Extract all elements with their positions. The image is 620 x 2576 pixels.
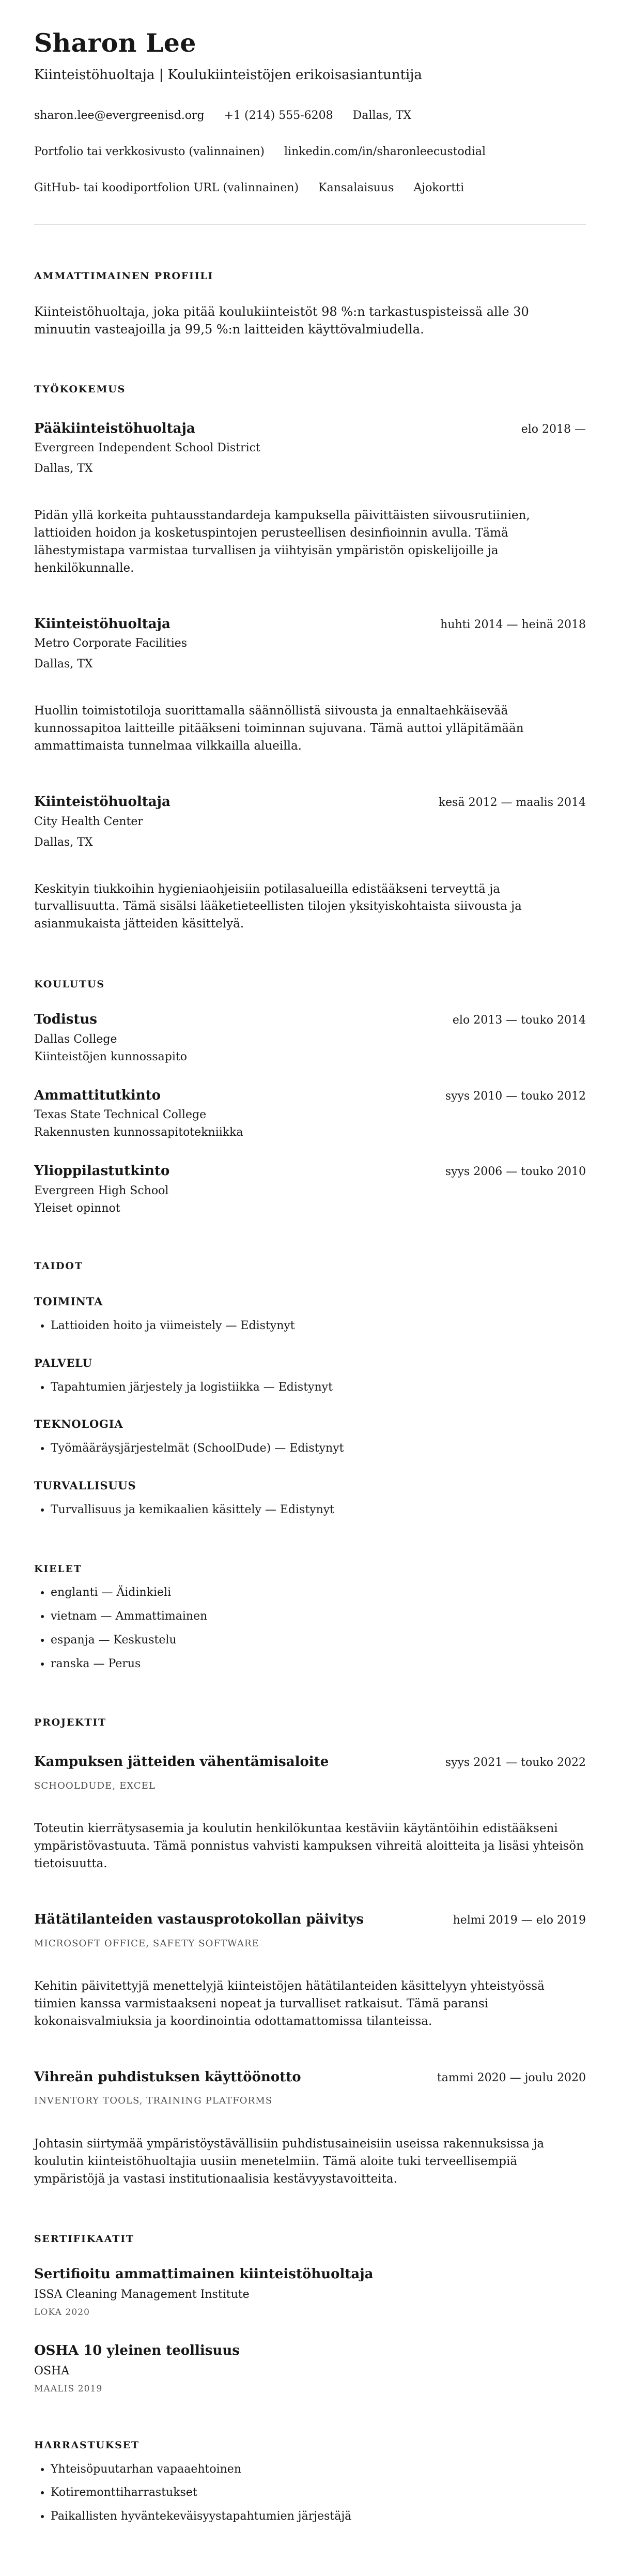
project-title: Kampuksen jätteiden vähentämisaloite (34, 1754, 329, 1770)
skill-category-name: TEKNOLOGIA (34, 1417, 123, 1431)
email-text: sharon.lee@evergreenisd.org (34, 109, 205, 122)
experience-entry-head (34, 794, 586, 811)
job-company: Metro Corporate Facilities (34, 637, 188, 650)
degree-title: Ylioppilastutkinto (34, 1163, 170, 1179)
degree-dates: elo 2013 — touko 2014 (452, 1013, 586, 1027)
degree-dates: syys 2006 — touko 2010 (445, 1165, 586, 1179)
degree-dates: syys 2010 — touko 2012 (445, 1089, 586, 1103)
job-description: Huollin toimistotiloja suorittamalla säännöllistä siivousta ja ennaltaehkäisevää kunnossapitoa laitteille pitääkseni toiminnan sujuvana. Tämä auttoi ylläpitämään ammattimaista tunnelmaa vilkkailla alueilla. (34, 704, 524, 753)
hobby-item: • Paikallisten hyväntekeväisyystapahtumien järjestäjä (51, 2509, 586, 2524)
experience-entry-head (34, 420, 586, 438)
skill-category (34, 1417, 586, 1456)
job-title: Kiinteistöhuoltaja (34, 794, 171, 810)
linkedin-text: linkedin.com/in/sharonleecustodial (284, 145, 486, 159)
project-tech-stack: INVENTORY TOOLS, TRAINING PLATFORMS (34, 2095, 273, 2107)
citizenship-text: Kansalaisuus (318, 181, 394, 195)
header-divider (34, 224, 586, 225)
language-item: • ranska — Perus (51, 1656, 586, 1672)
job-location: Dallas, TX (34, 835, 93, 849)
section-skills (34, 1260, 586, 1518)
project-entry (34, 2069, 586, 2188)
phone-text: +1 (214) 555-6208 (224, 109, 333, 122)
language-item: • vietnam — Ammattimainen (51, 1609, 586, 1624)
job-dates: kesä 2012 — maalis 2014 (438, 796, 586, 809)
section-hobbies (34, 2440, 586, 2524)
certification-entry (34, 2266, 586, 2318)
project-dates: tammi 2020 — joulu 2020 (437, 2071, 586, 2084)
school-name: Dallas College (34, 1032, 117, 1046)
skill-list (34, 1318, 586, 1334)
project-dates: helmi 2019 — elo 2019 (453, 1913, 586, 1927)
certification-title: OSHA 10 yleinen teollisuus (34, 2342, 240, 2358)
education-entry-head (34, 1163, 586, 1180)
field-of-study: Rakennusten kunnossapitotekniikka (34, 1126, 243, 1139)
certification-date: LOKA 2020 (34, 2307, 90, 2318)
skill-category (34, 1479, 586, 1518)
hobby-item: • Kotiremonttiharrastukset (51, 2485, 586, 2501)
education-entry (34, 1087, 586, 1139)
school-name: Evergreen High School (34, 1184, 169, 1198)
job-dates: elo 2018 — (521, 422, 586, 436)
section-heading-education: KOULUTUS (34, 978, 105, 990)
project-tech-stack: SCHOOLDUDE, EXCEL (34, 1780, 156, 1791)
job-company: Evergreen Independent School District (34, 441, 260, 455)
contact-row-tertiary (34, 181, 586, 195)
education-entry-head (34, 1087, 586, 1105)
certification-title: Sertifioitu ammattimainen kiinteistöhuoltaja (34, 2266, 374, 2282)
certification-issuer: ISSA Cleaning Management Institute (34, 2288, 250, 2301)
certification-issuer: OSHA (34, 2364, 70, 2377)
education-entry (34, 1163, 586, 1215)
project-description: Johtasin siirtymää ympäristöystävällisiin puhdistusaineisiin useissa rakennuksissa ja koulutin kiinteistöhuoltajia uusiin menetelmiin. Tämä aloite tuki terveellisempiä ympäristöjä ja vastasi institutionaalisia kestävyystavoitteita. (34, 2137, 545, 2186)
skill-category (34, 1356, 586, 1395)
degree-title: Todistus (34, 1011, 97, 1027)
project-entry (34, 1911, 586, 2031)
section-heading-certifications: SERTIFIKAATIT (34, 2233, 134, 2245)
section-experience (34, 384, 586, 933)
project-dates: syys 2021 — touko 2022 (445, 1756, 586, 1770)
project-title: Hätätilanteiden vastausprotokollan päivitys (34, 1911, 364, 1927)
job-location: Dallas, TX (34, 462, 93, 476)
project-description: Kehitin päivitettyjä menettelyjä kiinteistöjen hätätilanteiden käsittelyyn yhteistyössä tiimien kanssa varmistaakseni nopeat ja turvalliset ratkaisut. Tämä paransi kokonaisvalmiuksia ja koordinointia odottamattomissa tilanteissa. (34, 1979, 545, 2028)
job-title: Pääkiinteistöhuoltaja (34, 420, 195, 436)
skill-item: • Tapahtumien järjestely ja logistiikka — Edistynyt (51, 1380, 586, 1395)
section-heading-profile: AMMATTIMAINEN PROFIILI (34, 270, 214, 282)
language-list (34, 1585, 586, 1671)
section-heading-skills: TAIDOT (34, 1260, 83, 1272)
section-heading-projects: PROJEKTIT (34, 1717, 106, 1729)
school-name: Texas State Technical College (34, 1108, 207, 1122)
experience-entry (34, 794, 586, 933)
skill-item: • Lattioiden hoito ja viimeistely — Edistynyt (51, 1318, 586, 1334)
project-entry-head (34, 1754, 586, 1771)
project-entry (34, 1754, 586, 1873)
project-description: Toteutin kierrätysasemia ja koulutin henkilökuntaa kestäviin käytäntöihin edistääkseni ympäristövastuuta. Tämä ponnistus vahvisti kampuksen vihreitä aloitteita ja lisäsi yhteisön tietoisuutta. (34, 1822, 584, 1871)
section-projects (34, 1717, 586, 2188)
field-of-study: Yleiset opinnot (34, 1202, 120, 1215)
job-location: Dallas, TX (34, 658, 93, 671)
skill-category (34, 1295, 586, 1334)
project-title: Vihreän puhdistuksen käyttöönotto (34, 2069, 301, 2085)
certification-entry (34, 2342, 586, 2394)
field-of-study: Kiinteistöjen kunnossapito (34, 1050, 187, 1063)
section-heading-experience: TYÖKOKEMUS (34, 383, 126, 395)
skill-item: • Työmääräysjärjestelmät (SchoolDude) — Edistynyt (51, 1441, 586, 1456)
education-entry (34, 1011, 586, 1063)
experience-entry-head (34, 616, 586, 633)
job-title: Kiinteistöhuoltaja (34, 616, 171, 632)
project-tech-stack: MICROSOFT OFFICE, SAFETY SOFTWARE (34, 1938, 259, 1949)
portfolio-text: Portfolio tai verkkosivusto (valinnainen) (34, 145, 265, 159)
hobby-item: • Yhteisöpuutarhan vapaaehtoinen (51, 2462, 586, 2477)
language-item: • espanja — Keskustelu (51, 1633, 586, 1648)
job-dates: huhti 2014 — heinä 2018 (440, 618, 586, 631)
skill-category-name: PALVELU (34, 1356, 92, 1369)
candidate-name: Sharon Lee (34, 28, 196, 58)
candidate-title: Kiinteistöhuoltaja | Koulukiinteistöjen erikoisasiantuntija (34, 67, 422, 83)
location-text: Dallas, TX (352, 109, 412, 122)
contact-row-primary (34, 109, 586, 123)
skill-list (34, 1502, 586, 1518)
language-item: • englanti — Äidinkieli (51, 1585, 586, 1601)
job-description: Keskityin tiukkoihin hygieniaohjeisiin potilasalueilla edistääkseni terveyttä ja turvallisuutta. Tämä sisälsi lääketieteellisten tilojen yksityiskohtaista siivousta ja asianmukaista jätteiden käsittelyä. (34, 882, 522, 931)
experience-entry (34, 420, 586, 577)
job-company: City Health Center (34, 815, 143, 828)
project-entry-head (34, 2069, 586, 2086)
section-languages (34, 1563, 586, 1672)
hobby-list (34, 2462, 586, 2524)
skill-category-name: TOIMINTA (34, 1294, 103, 1308)
certification-date: MAALIS 2019 (34, 2383, 103, 2394)
education-entry-head (34, 1011, 586, 1029)
section-certifications (34, 2233, 586, 2394)
section-heading-languages: KIELET (34, 1563, 82, 1575)
section-heading-hobbies: HARRASTUKSET (34, 2439, 140, 2451)
github-text: GitHub- tai koodiportfolion URL (valinnainen) (34, 181, 299, 195)
section-education (34, 979, 586, 1215)
resume-header (34, 29, 586, 195)
skill-category-name: TURVALLISUUS (34, 1479, 136, 1492)
experience-entry (34, 616, 586, 755)
section-profile (34, 270, 586, 338)
project-entry-head (34, 1911, 586, 1929)
profile-summary-text: Kiinteistöhuoltaja, joka pitää koulukiinteistöt 98 %:n tarkastuspisteissä alle 30 minuutin vasteajoilla ja 99,5 %:n laitteiden käyttövalmiudella. (34, 304, 529, 337)
contact-row-secondary (34, 145, 586, 159)
skill-list (34, 1441, 586, 1456)
degree-title: Ammattitutkinto (34, 1087, 161, 1103)
job-description: Pidän yllä korkeita puhtausstandardeja kampuksella päivittäisten siivousrutiinien, lattioiden hoidon ja kosketuspintojen perusteellisen desinfioinnin avulla. Tämä lähestymistapa varmistaa turvallisen ja viihtyisän ympäristön opiskelijoille ja henkilökunnalle. (34, 509, 530, 575)
skill-item: • Turvallisuus ja kemikaalien käsittely — Edistynyt (51, 1502, 586, 1518)
drivers-license-text: Ajokortti (413, 181, 464, 195)
skill-list (34, 1380, 586, 1395)
